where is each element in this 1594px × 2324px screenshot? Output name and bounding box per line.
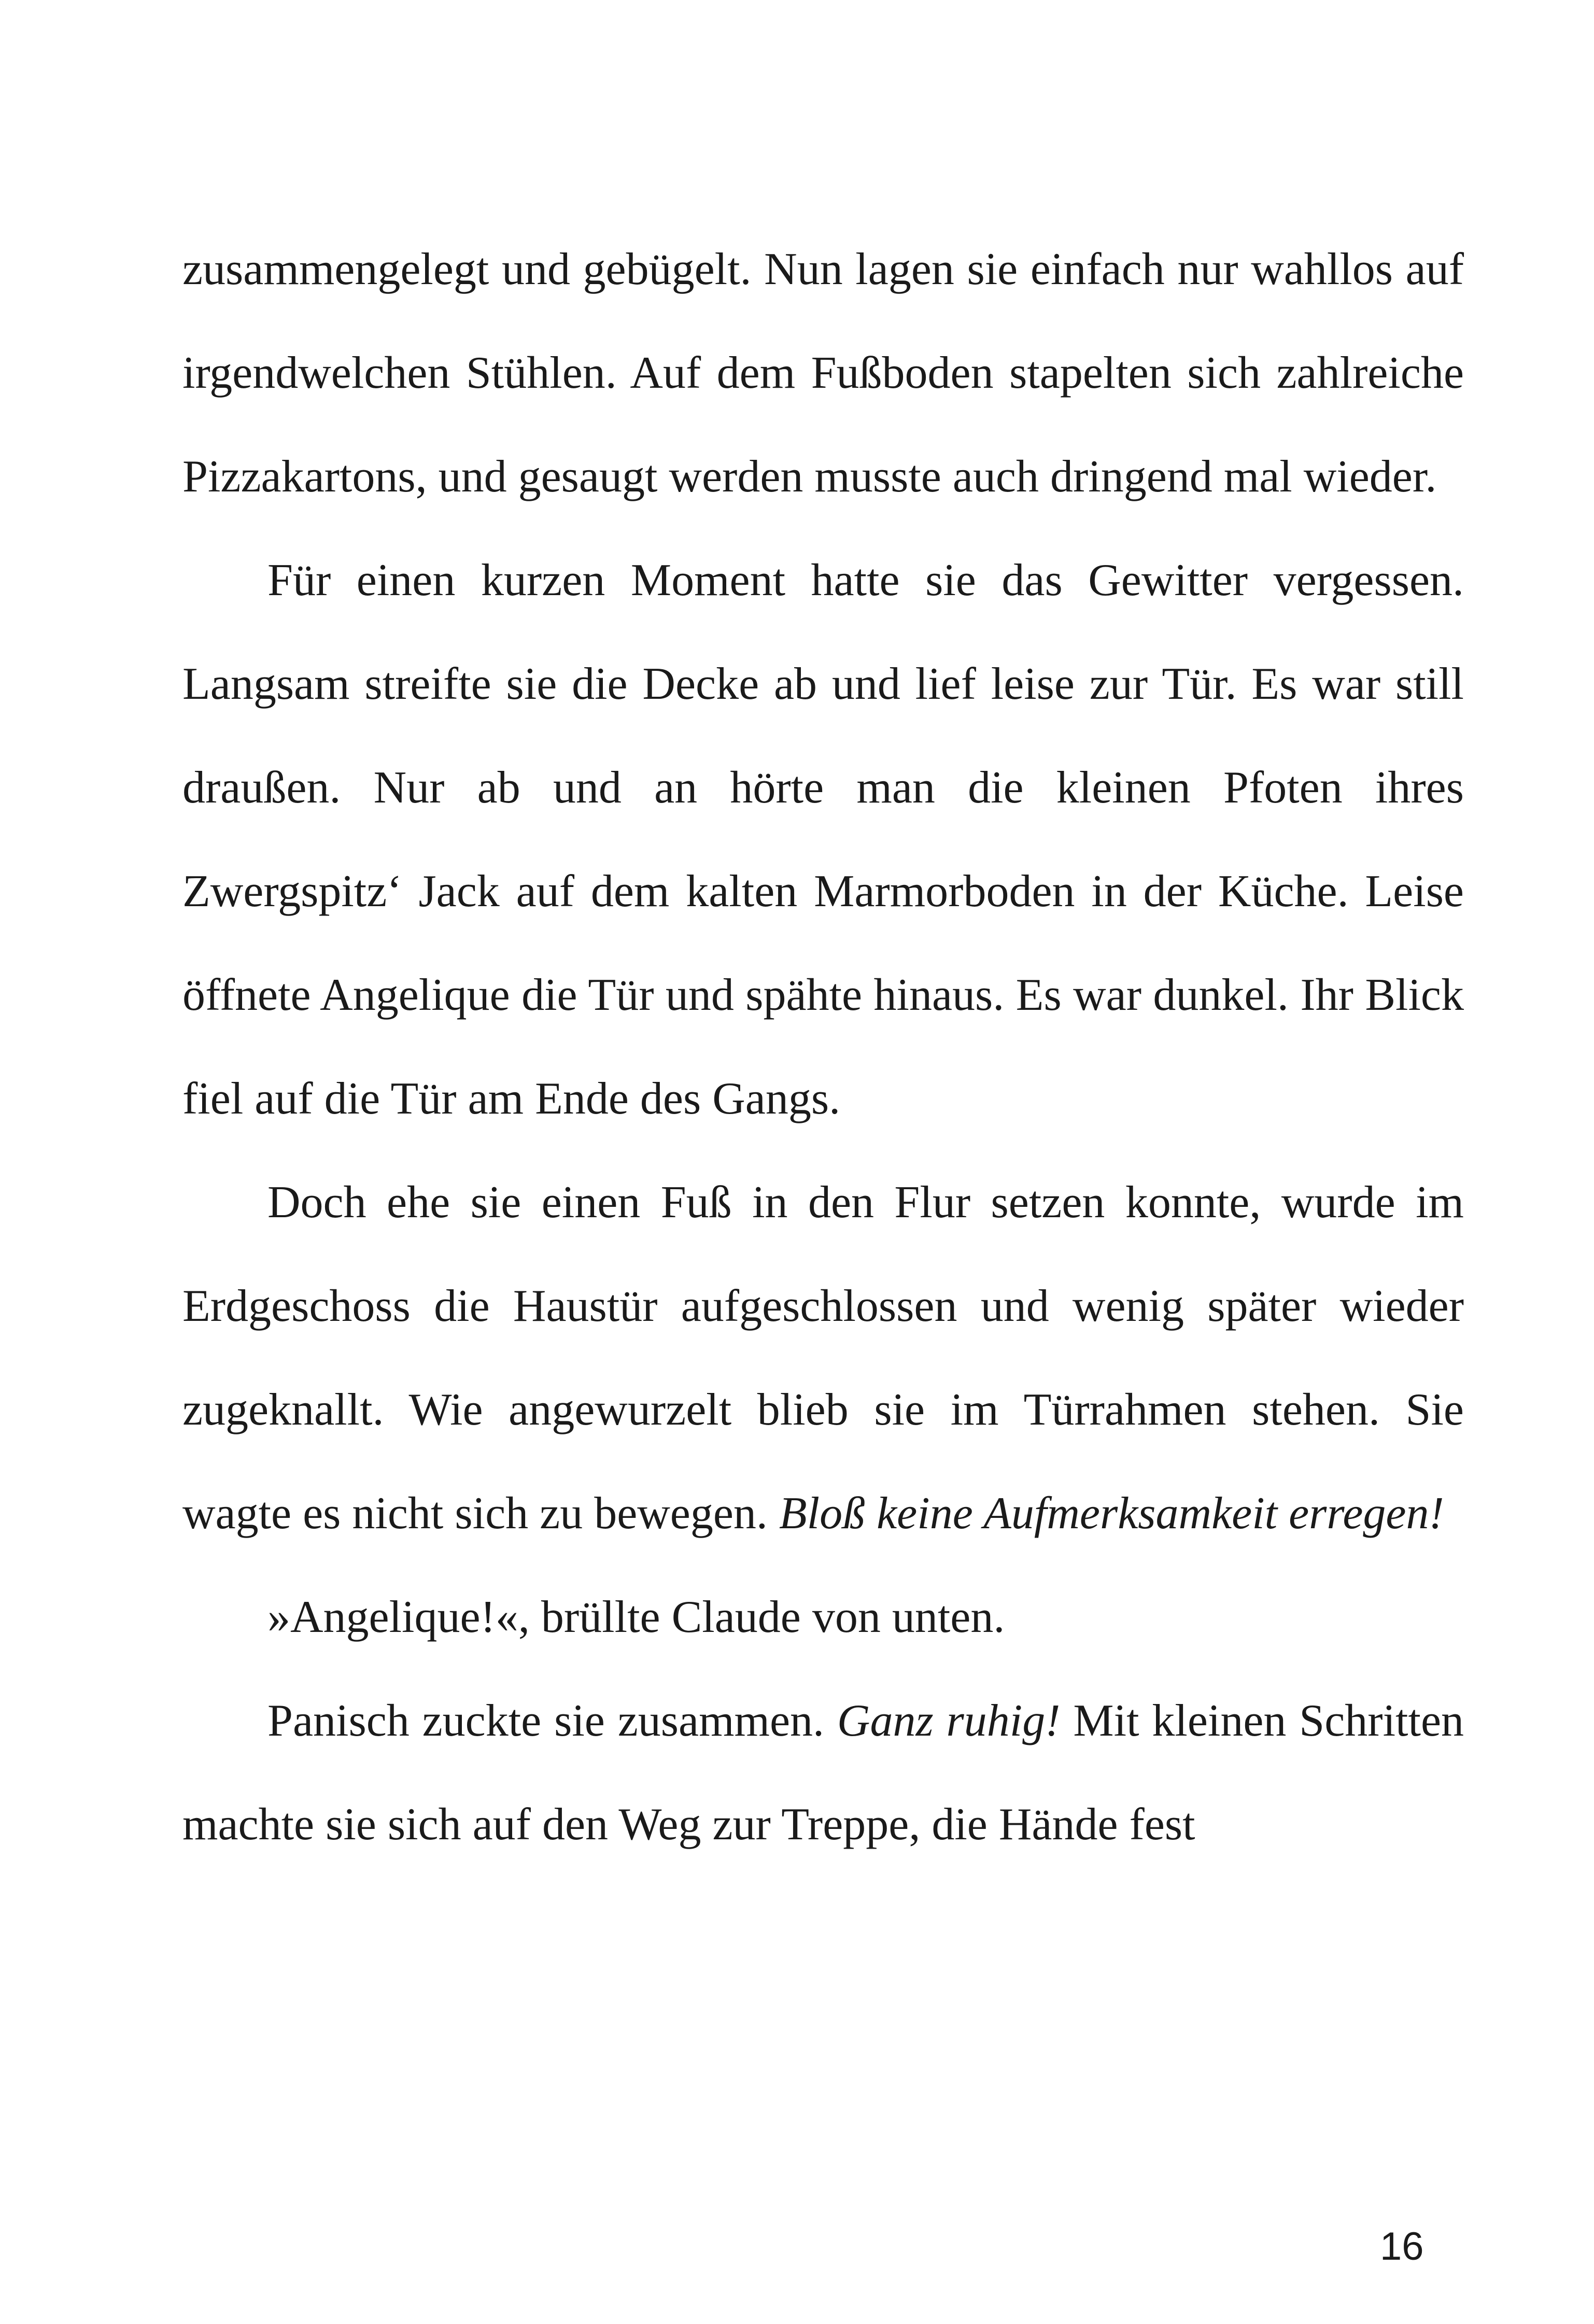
body-text <box>182 218 1464 1877</box>
paragraph-5 <box>182 1669 1464 1877</box>
page-number: 16 <box>1380 2224 1424 2269</box>
paragraph-3-italic-thought: Bloß keine Aufmerksamkeit erregen! <box>779 1488 1444 1539</box>
paragraph-4: »Angelique!«, brüllte Claude von unten. <box>267 1592 1005 1642</box>
paragraph-3 <box>182 1151 1464 1566</box>
paragraph-3-text: Doch ehe sie einen Fuß in den Flur setzen konnte, wurde im Erdgeschoss die Haustür aufgeschlossen und wenig später wieder zugeknallt. Wie angewurzelt blieb sie im Türrahmen stehen. Sie wagte es nicht sich zu bewegen. <box>182 1177 1464 1539</box>
paragraph-1: zusammengelegt und gebügelt. Nun lagen sie einfach nur wahllos auf irgendwelchen Stühlen. Auf dem Fußboden stapelten sich zahlreiche Pizzakartons, und gesaugt werden musste auch dringend mal wieder. <box>182 244 1464 502</box>
paragraph-5-italic-thought: Ganz ruhig! <box>837 1696 1061 1746</box>
paragraph-5-text-start: Panisch zuckte sie zusammen. <box>267 1696 837 1746</box>
paragraph-2: Für einen kurzen Moment hatte sie das Gewitter vergessen. Langsam streifte sie die Decke ab und lief leise zur Tür. Es war still draußen. Nur ab und an hörte man die kleinen Pfoten ihres Zwergspitz‘ Jack auf dem kalten Marmorboden in der Küche. Leise öffnete Angelique die Tür und spähte hinaus. Es war dunkel. Ihr Blick fiel auf die Tür am Ende des Gangs. <box>182 555 1464 1124</box>
paragraph-5-text-end: Mit kleinen Schritten machte sie sich auf den Weg zur Treppe, die Hände fest <box>182 1696 1464 1850</box>
